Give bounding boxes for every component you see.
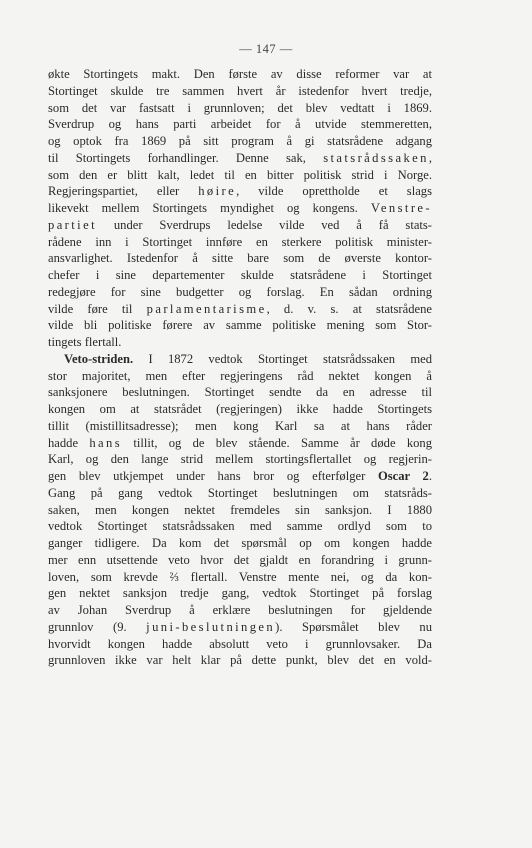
line-text: Gang på gang vedtok Stortinget beslutningen om statsråds- — [48, 485, 432, 500]
text-line — [48, 368, 432, 385]
line-text: som den er blitt kalt, ledet til en bitter politisk strid i Norge. — [48, 167, 432, 182]
text-line — [48, 518, 432, 535]
line-text: tillit (mistillitsadresse); men kong Karl sa at hans råder — [48, 418, 432, 433]
body-text — [48, 66, 432, 669]
text-line — [48, 602, 432, 619]
text-line — [48, 418, 432, 435]
text-line — [48, 468, 432, 485]
emphasized-term: Venstre- — [370, 201, 432, 215]
text-line — [48, 552, 432, 569]
text-line — [48, 435, 432, 452]
line-text: saken, men kongen nektet fremdeles sin sanksjon. I 1880 — [48, 502, 432, 517]
text-line — [48, 234, 432, 251]
page-number: — 147 — — [239, 42, 293, 56]
text-line — [48, 83, 432, 100]
text-line — [48, 351, 432, 368]
emphasized-term: partiet — [48, 217, 97, 232]
line-text: vedtok Stortinget statsrådssaken med samme ordlyd som to — [48, 519, 432, 534]
line-text: som det var fastsatt i grunnloven; det blev vedtatt i 1869. — [48, 100, 432, 115]
line-text: vilde føre til — [48, 301, 147, 316]
text-line — [48, 535, 432, 552]
text-line — [48, 301, 432, 318]
text-line — [48, 334, 432, 351]
line-text: til Stortingets forhandlinger. Denne sak, — [48, 150, 324, 165]
line-text: rådene inn i Stortinget innføre en sterkere politisk minister- — [48, 234, 432, 249]
bold-name: Oscar 2 — [377, 469, 429, 483]
text-line — [48, 284, 432, 301]
line-text: , vilde oprettholde et slags — [236, 184, 432, 199]
line-text: og optok fra 1869 på sitt program å gi statsrådene adgang — [48, 134, 432, 148]
text-line — [48, 502, 432, 519]
line-text: økte Stortingets makt. Den første av disse reformer var at — [48, 67, 432, 81]
line-text: grunnloven ikke var helt klar på dette punkt, blev det en vold- — [48, 653, 432, 668]
line-text: grunnlov (9. — [48, 619, 147, 634]
line-text: vilde bli politiske førere av samme politiske mening som Stor- — [48, 318, 432, 333]
text-line — [48, 569, 432, 586]
line-text: Regjeringspartiet, eller — [48, 184, 199, 199]
line-text: stor majoritet, men efter regjeringens råd nektet kongen å — [48, 368, 432, 383]
text-line — [48, 183, 432, 200]
text-line — [48, 485, 432, 502]
line-text: ). Spørsmålet blev nu — [275, 619, 432, 634]
line-text: gen blev utkjempet under hans bror og efterfølger — [48, 469, 378, 483]
line-text: mer enn utsettende veto hvor det gjaldt en forandring i grunn- — [48, 552, 432, 567]
text-line — [48, 636, 432, 653]
emphasized-term: juni-beslutningen — [146, 619, 276, 634]
line-text: Stortinget skulde tre sammen hvert år istedenfor hvert tredje, — [48, 83, 432, 98]
line-text: , d. v. s. at statsrådene — [266, 301, 432, 316]
text-line — [48, 384, 432, 401]
text-line — [48, 317, 432, 334]
emphasized-term: høire — [198, 184, 237, 199]
line-text: ganger tidligere. Da kom det spørsmål op om kongen hadde — [48, 536, 432, 550]
line-text: ansvarlighet. Istedenfor å sitte bare som de øverste kontor- — [48, 251, 432, 266]
line-text: Sverdrup og hans parti arbeidet for å utvide stemmeretten, — [48, 117, 432, 132]
text-line — [48, 200, 432, 217]
text-line — [48, 267, 432, 284]
line-text: kongen om at statsrådet (regjeringen) ikke hadde Stortingets — [48, 402, 432, 416]
line-text: sanksjonere beslutningen. Stortinget sendte da en adresse til — [48, 385, 432, 400]
text-line — [48, 66, 432, 83]
text-line — [48, 116, 432, 133]
line-text: I 1872 vedtok Stortinget statsrådssaken med — [133, 351, 432, 366]
text-line — [48, 585, 432, 602]
line-text: chefer i sine departementer skulde statsrådene i Stortinget — [48, 268, 432, 282]
line-text: tillit, og de blev stående. Samme år døde kong — [122, 435, 432, 450]
line-text: redegjøre for sine budgetter og forslag. En sådan ordning — [48, 284, 432, 299]
text-line — [48, 133, 432, 150]
text-line — [48, 619, 432, 636]
line-text: loven, som krevde ⅔ flertall. Venstre mente nei, og da kon- — [48, 569, 432, 584]
line-text: likevekt mellem Stortingets myndighet og kongens. — [48, 201, 371, 215]
line-text: tingets flertall. — [48, 335, 122, 349]
text-line — [48, 250, 432, 267]
text-line — [48, 217, 432, 234]
emphasized-term: hans — [89, 435, 123, 450]
text-line — [48, 652, 432, 669]
line-text: hvorvidt kongen hadde absolutt veto i grunnlovsaker. Da — [48, 636, 432, 651]
text-line — [48, 100, 432, 117]
text-line — [48, 401, 432, 418]
emphasized-term: parlamentarisme — [146, 301, 267, 316]
text-line — [48, 150, 432, 167]
line-text: gen nektet sanksjon tredje gang, vedtok Stortinget på forslag — [48, 586, 432, 601]
line-text: . — [428, 469, 432, 483]
text-line — [48, 167, 432, 184]
line-text: Karl, og den lange strid mellem stortingsflertallet og regjerin- — [48, 452, 432, 467]
line-text: hadde — [48, 435, 90, 450]
line-text: under Sverdrups ledelse vilde ved å få stats- — [96, 217, 432, 232]
line-text: av Johan Sverdrup å erklære beslutningen for gjeldende — [48, 603, 432, 617]
text-line — [48, 451, 432, 468]
emphasized-term: statsrådssaken — [323, 150, 429, 165]
section-heading: Veto-striden. — [64, 351, 134, 366]
line-text: , — [428, 150, 432, 165]
